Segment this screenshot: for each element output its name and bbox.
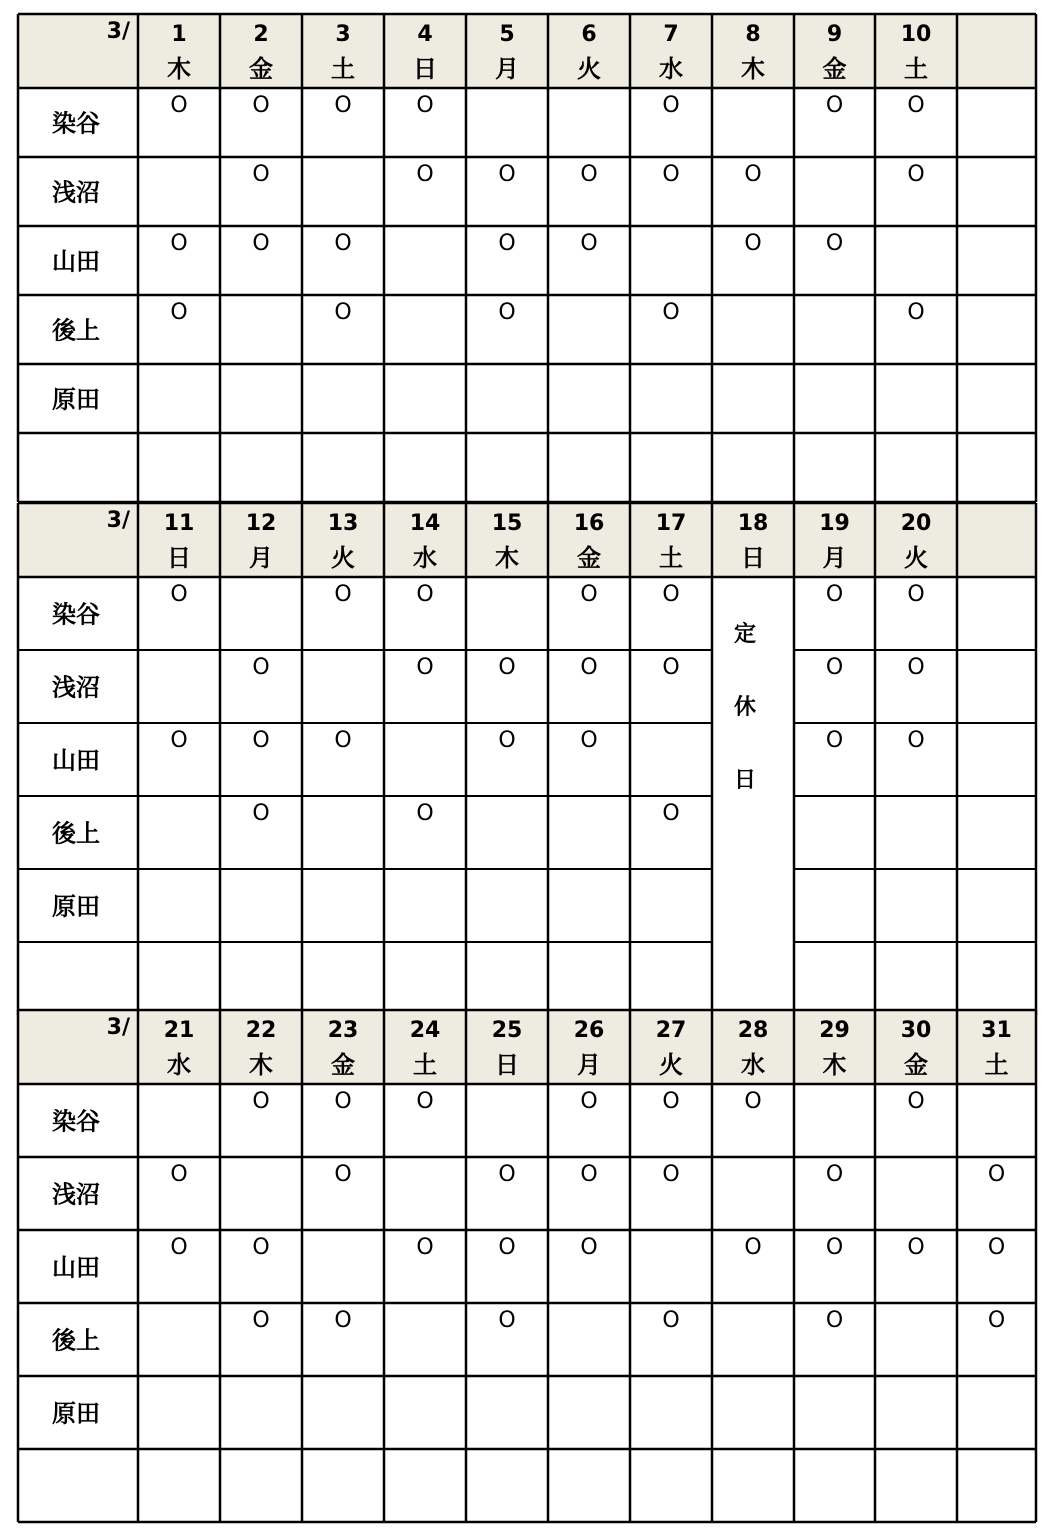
staff-name: 山田 [52, 247, 100, 276]
day-number: 4 [417, 22, 433, 47]
attendance-mark: O [170, 582, 188, 607]
attendance-mark: O [744, 162, 762, 187]
weekday-label: 水 [659, 55, 683, 83]
attendance-mark: O [580, 1089, 598, 1114]
day-number: 6 [581, 22, 597, 47]
day-number: 25 [491, 1018, 523, 1043]
attendance-mark: O [170, 231, 188, 256]
weekday-label: 月 [495, 55, 519, 83]
closed-day-label: 定 [733, 622, 757, 647]
attendance-mark: O [662, 162, 680, 187]
attendance-mark: O [987, 1308, 1006, 1333]
weekday-label: 金 [577, 544, 601, 572]
attendance-mark: O [252, 1235, 270, 1260]
attendance-mark: O [825, 231, 844, 256]
attendance-mark: O [334, 1308, 352, 1333]
month-label: 3/ [106, 508, 130, 533]
day-number: 18 [737, 511, 769, 536]
weekday-label: 火 [904, 544, 928, 572]
attendance-mark: O [907, 655, 925, 680]
attendance-mark: O [252, 728, 270, 753]
month-label: 3/ [106, 1015, 130, 1040]
attendance-mark: O [987, 1162, 1006, 1187]
weekday-label: 土 [331, 55, 355, 83]
attendance-mark: O [825, 655, 844, 680]
attendance-mark: O [416, 582, 434, 607]
day-number: 29 [819, 1018, 850, 1043]
attendance-mark: O [907, 300, 925, 325]
staff-name: 後上 [52, 1326, 100, 1355]
weekday-label: 水 [741, 1051, 765, 1079]
day-number: 22 [245, 1018, 277, 1043]
attendance-mark: O [498, 1308, 516, 1333]
weekday-label: 日 [413, 55, 437, 83]
attendance-mark: O [170, 1235, 188, 1260]
attendance-mark: O [662, 1308, 680, 1333]
day-number: 23 [327, 1018, 359, 1043]
attendance-mark: O [170, 300, 188, 325]
attendance-mark: O [662, 300, 680, 325]
day-number: 26 [573, 1018, 605, 1043]
day-number: 10 [900, 22, 932, 47]
attendance-mark: O [744, 1089, 762, 1114]
day-number: 21 [163, 1018, 195, 1043]
attendance-mark: O [170, 1162, 188, 1187]
staff-name: 染谷 [52, 1107, 100, 1136]
staff-name: 浅沼 [52, 1180, 100, 1209]
attendance-mark: O [825, 1235, 844, 1260]
attendance-mark: O [334, 582, 352, 607]
attendance-mark: O [662, 801, 680, 826]
weekday-label: 木 [822, 1051, 847, 1079]
attendance-mark: O [416, 801, 434, 826]
attendance-mark: O [252, 655, 270, 680]
attendance-mark: O [170, 93, 188, 118]
day-number: 30 [900, 1018, 932, 1043]
attendance-mark: O [498, 1162, 516, 1187]
attendance-mark: O [416, 93, 434, 118]
attendance-mark: O [334, 728, 352, 753]
staff-name: 浅沼 [52, 673, 100, 702]
day-number: 2 [253, 22, 269, 47]
attendance-mark: O [662, 1089, 680, 1114]
attendance-mark: O [252, 162, 270, 187]
attendance-mark: O [170, 728, 188, 753]
attendance-mark: O [580, 1162, 598, 1187]
attendance-mark: O [907, 1089, 925, 1114]
attendance-mark: O [498, 162, 516, 187]
staff-name: 原田 [52, 892, 100, 921]
weekday-label: 水 [167, 1051, 191, 1079]
weekday-label: 土 [904, 55, 928, 83]
day-number: 7 [663, 22, 679, 47]
attendance-mark: O [252, 1308, 270, 1333]
attendance-mark: O [498, 655, 516, 680]
attendance-mark: O [334, 1089, 352, 1114]
weekday-label: 土 [413, 1051, 437, 1079]
day-number: 28 [737, 1018, 769, 1043]
attendance-mark: O [825, 582, 844, 607]
staff-name: 原田 [52, 385, 100, 414]
weekday-label: 木 [741, 55, 765, 83]
attendance-mark: O [907, 582, 925, 607]
weekday-label: 日 [741, 544, 765, 572]
weekday-label: 月 [249, 544, 273, 572]
attendance-mark: O [907, 162, 925, 187]
day-number: 15 [491, 511, 523, 536]
attendance-mark: O [580, 1235, 598, 1260]
attendance-mark: O [416, 1235, 434, 1260]
day-number: 24 [409, 1018, 441, 1043]
attendance-mark: O [416, 655, 434, 680]
weekday-label: 火 [659, 1051, 683, 1079]
day-number: 19 [819, 511, 850, 536]
day-number: 11 [163, 511, 195, 536]
attendance-mark: O [662, 582, 680, 607]
attendance-mark: O [744, 1235, 762, 1260]
weekday-label: 金 [331, 1051, 355, 1079]
weekday-label: 金 [904, 1051, 928, 1079]
day-number: 31 [981, 1018, 1012, 1043]
weekday-label: 土 [659, 544, 683, 572]
weekday-label: 木 [167, 55, 191, 83]
staff-name: 原田 [52, 1399, 100, 1428]
attendance-mark: O [334, 1162, 352, 1187]
day-number: 1 [171, 22, 187, 47]
attendance-mark: O [662, 655, 680, 680]
attendance-mark: O [825, 1162, 844, 1187]
day-number: 9 [826, 22, 843, 47]
attendance-mark: O [498, 300, 516, 325]
weekday-label: 土 [984, 1051, 1009, 1079]
attendance-mark: O [334, 93, 352, 118]
weekday-label: 日 [495, 1051, 519, 1079]
attendance-mark: O [825, 1308, 844, 1333]
schedule-block [18, 503, 1036, 1015]
attendance-mark: O [334, 300, 352, 325]
attendance-mark: O [907, 93, 925, 118]
staff-name: 後上 [52, 819, 100, 848]
day-number: 14 [409, 511, 441, 536]
weekday-label: 木 [495, 544, 519, 572]
day-number: 3 [335, 22, 351, 47]
staff-name: 山田 [52, 746, 100, 775]
weekday-label: 金 [249, 55, 273, 83]
weekday-label: 日 [167, 544, 191, 572]
weekday-label: 月 [577, 1051, 601, 1079]
attendance-mark: O [416, 1089, 434, 1114]
attendance-mark: O [744, 231, 762, 256]
month-label: 3/ [106, 19, 130, 44]
attendance-mark: O [907, 728, 925, 753]
attendance-mark: O [252, 801, 270, 826]
weekday-label: 金 [822, 55, 847, 83]
attendance-mark: O [498, 1235, 516, 1260]
weekday-label: 月 [822, 544, 847, 572]
attendance-mark: O [825, 93, 844, 118]
attendance-mark: O [334, 231, 352, 256]
weekday-label: 火 [331, 544, 355, 572]
day-number: 13 [327, 511, 359, 536]
attendance-mark: O [252, 231, 270, 256]
weekday-label: 水 [413, 544, 437, 572]
attendance-mark: O [825, 728, 844, 753]
staff-name: 染谷 [52, 600, 100, 629]
staff-name: 後上 [52, 316, 100, 345]
staff-name: 山田 [52, 1253, 100, 1282]
attendance-mark: O [987, 1235, 1006, 1260]
attendance-mark: O [662, 93, 680, 118]
schedule-block [18, 1010, 1036, 1522]
attendance-mark: O [498, 231, 516, 256]
attendance-mark: O [252, 1089, 270, 1114]
attendance-mark: O [662, 1162, 680, 1187]
day-number: 20 [900, 511, 932, 536]
day-number: 17 [655, 511, 687, 536]
attendance-mark: O [498, 728, 516, 753]
staff-name: 染谷 [52, 109, 100, 138]
schedule-block [18, 14, 1036, 502]
attendance-mark: O [580, 655, 598, 680]
attendance-mark: O [580, 728, 598, 753]
weekday-label: 火 [577, 55, 601, 83]
attendance-mark: O [907, 1235, 925, 1260]
day-number: 27 [655, 1018, 687, 1043]
day-number: 5 [499, 22, 515, 47]
day-number: 12 [245, 511, 277, 536]
day-number: 8 [745, 22, 761, 47]
closed-day-label: 日 [733, 768, 757, 793]
attendance-mark: O [580, 582, 598, 607]
staff-name: 浅沼 [52, 178, 100, 207]
attendance-mark: O [252, 93, 270, 118]
day-number: 16 [573, 511, 605, 536]
attendance-mark: O [580, 162, 598, 187]
closed-day-label: 休 [733, 695, 757, 720]
weekday-label: 木 [249, 1051, 273, 1079]
attendance-mark: O [580, 231, 598, 256]
attendance-mark: O [416, 162, 434, 187]
